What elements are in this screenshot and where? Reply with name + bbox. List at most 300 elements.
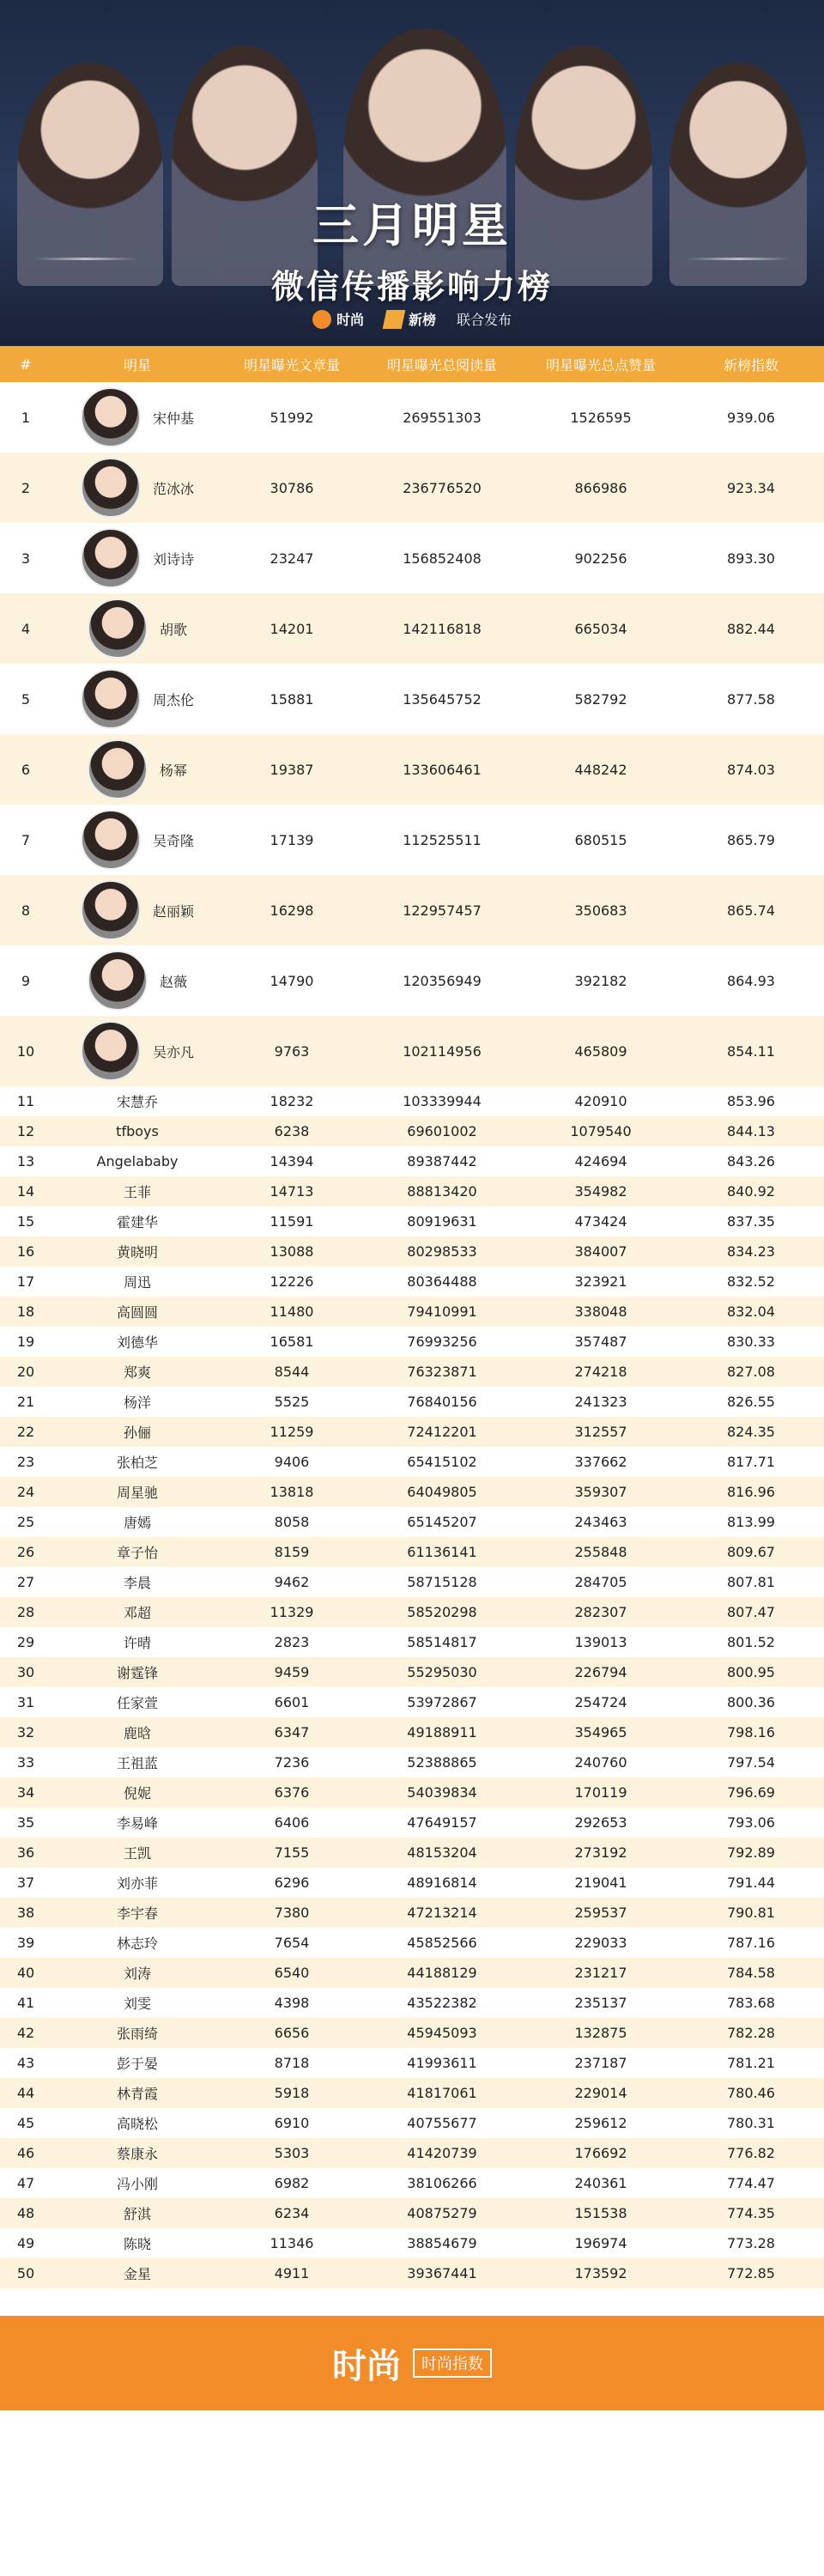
cell-index: 783.68 [678, 1988, 824, 2018]
table-row [0, 1807, 824, 1838]
cell-articles: 8159 [223, 1537, 360, 1567]
cell-rank: 5 [0, 664, 52, 734]
cell-reads: 48916814 [360, 1868, 524, 1898]
cell-reads: 112525511 [360, 805, 524, 875]
cell-name: 林志玲 [52, 1928, 223, 1958]
cell-name: 刘涛 [52, 1958, 223, 1988]
cell-reads: 103339944 [360, 1086, 524, 1116]
table-row [0, 1267, 824, 1297]
cell-name: 许晴 [52, 1627, 223, 1657]
cell-name: 蔡康永 [52, 2138, 223, 2168]
header-likes: 明星曝光总点赞量 [524, 346, 678, 382]
cell-articles: 17139 [223, 805, 360, 875]
cell-rank: 32 [0, 1717, 52, 1747]
cell-name: 张柏芝 [52, 1447, 223, 1477]
table-row [0, 1657, 824, 1687]
table-row [0, 453, 824, 523]
table-row [0, 805, 824, 875]
cell-rank: 31 [0, 1687, 52, 1717]
cell-rank: 22 [0, 1417, 52, 1447]
cell-rank: 15 [0, 1206, 52, 1236]
cell-reads: 47649157 [360, 1807, 524, 1838]
title-sub: 微信传播影响力榜 [270, 270, 553, 306]
cell-articles: 7654 [223, 1928, 360, 1958]
brand-bar [0, 309, 824, 329]
cell-likes: 240760 [524, 1747, 678, 1777]
cell-name: 金星 [52, 2258, 223, 2288]
cell-articles: 18232 [223, 1086, 360, 1116]
cell-index: 865.79 [678, 805, 824, 875]
ranking-table [0, 346, 824, 2288]
cell-name: 王祖蓝 [52, 1747, 223, 1777]
cell-index: 874.03 [678, 734, 824, 805]
cell-name: 王菲 [52, 1176, 223, 1206]
cell-reads: 133606461 [360, 734, 524, 805]
cell-index: 801.52 [678, 1627, 824, 1657]
cell-name: 倪妮 [52, 1777, 223, 1807]
cell-index: 813.99 [678, 1507, 824, 1537]
cell-index: 832.52 [678, 1267, 824, 1297]
table-row [0, 1597, 824, 1627]
table-row [0, 1777, 824, 1807]
cell-index: 796.69 [678, 1777, 824, 1807]
cell-reads: 41817061 [360, 2078, 524, 2108]
cell-name: 赵丽颖 [52, 875, 223, 945]
cell-name: 杨洋 [52, 1387, 223, 1417]
cell-index: 776.82 [678, 2138, 824, 2168]
cell-index: 843.26 [678, 1146, 824, 1176]
cell-index: 782.28 [678, 2018, 824, 2048]
cell-rank: 12 [0, 1116, 52, 1146]
cell-name: 周迅 [52, 1267, 223, 1297]
table-row [0, 2078, 824, 2108]
cell-name: 宋慧乔 [52, 1086, 223, 1116]
cell-reads: 54039834 [360, 1777, 524, 1807]
cell-index: 893.30 [678, 523, 824, 593]
cell-index: 827.08 [678, 1357, 824, 1387]
cell-likes: 219041 [524, 1868, 678, 1898]
cell-articles: 6601 [223, 1687, 360, 1717]
cell-rank: 1 [0, 382, 52, 453]
cell-articles: 13088 [223, 1236, 360, 1267]
cell-likes: 226794 [524, 1657, 678, 1687]
cell-likes: 680515 [524, 805, 678, 875]
cell-rank: 14 [0, 1176, 52, 1206]
cell-name: 黄晓明 [52, 1236, 223, 1267]
cell-reads: 89387442 [360, 1146, 524, 1176]
cell-index: 800.36 [678, 1687, 824, 1717]
cell-likes: 448242 [524, 734, 678, 805]
table-row [0, 1477, 824, 1507]
cell-rank: 18 [0, 1297, 52, 1327]
cell-name: 高圆圆 [52, 1297, 223, 1327]
cell-index: 800.95 [678, 1657, 824, 1687]
cell-index: 865.74 [678, 875, 824, 945]
cell-articles: 6656 [223, 2018, 360, 2048]
table-row [0, 664, 824, 734]
cell-index: 840.92 [678, 1176, 824, 1206]
avatar [81, 458, 141, 518]
cell-rank: 4 [0, 593, 52, 664]
cell-reads: 102114956 [360, 1016, 524, 1086]
table-row [0, 2048, 824, 2078]
cell-rank: 49 [0, 2228, 52, 2258]
table-row [0, 1016, 824, 1086]
cell-rank: 9 [0, 945, 52, 1016]
cell-reads: 79410991 [360, 1297, 524, 1327]
cell-index: 793.06 [678, 1807, 824, 1838]
cell-index: 830.33 [678, 1327, 824, 1357]
cell-name: tfboys [52, 1116, 223, 1146]
table-row [0, 2258, 824, 2288]
cell-likes: 231217 [524, 1958, 678, 1988]
cell-likes: 229033 [524, 1928, 678, 1958]
cell-index: 807.81 [678, 1567, 824, 1597]
table-row [0, 1086, 824, 1116]
cell-index: 816.96 [678, 1477, 824, 1507]
table-row [0, 1176, 824, 1206]
cell-index: 832.04 [678, 1297, 824, 1327]
table-row [0, 1507, 824, 1537]
header-articles: 明星曝光文章量 [223, 346, 360, 382]
avatar [81, 669, 141, 729]
cell-articles: 7380 [223, 1898, 360, 1928]
cell-likes: 582792 [524, 664, 678, 734]
cell-reads: 269551303 [360, 382, 524, 453]
cell-name: 杨幂 [52, 734, 223, 805]
footer-brand: 时尚 [332, 2347, 401, 2385]
cell-index: 877.58 [678, 664, 824, 734]
cell-likes: 465809 [524, 1016, 678, 1086]
cell-rank: 10 [0, 1016, 52, 1086]
cell-reads: 135645752 [360, 664, 524, 734]
cell-name: 冯小刚 [52, 2168, 223, 2198]
cell-name: 宋仲基 [52, 382, 223, 453]
cell-articles: 11259 [223, 1417, 360, 1447]
cell-likes: 338048 [524, 1297, 678, 1327]
cell-rank: 37 [0, 1868, 52, 1898]
cell-reads: 38854679 [360, 2228, 524, 2258]
cell-rank: 41 [0, 1988, 52, 2018]
cell-likes: 173592 [524, 2258, 678, 2288]
header-banner [0, 0, 824, 346]
cell-likes: 665034 [524, 593, 678, 664]
header-rank: # [0, 346, 52, 382]
cell-rank: 50 [0, 2258, 52, 2288]
cell-name: 舒淇 [52, 2198, 223, 2228]
cell-reads: 45852566 [360, 1928, 524, 1958]
cell-reads: 76323871 [360, 1357, 524, 1387]
table-row [0, 1297, 824, 1327]
table-row [0, 382, 824, 453]
cell-name: 周杰伦 [52, 664, 223, 734]
cell-name: 吴奇隆 [52, 805, 223, 875]
cell-likes: 196974 [524, 2228, 678, 2258]
cell-index: 791.44 [678, 1868, 824, 1898]
table-row [0, 1417, 824, 1447]
cell-likes: 312557 [524, 1417, 678, 1447]
table-row [0, 1206, 824, 1236]
cell-index: 939.06 [678, 382, 824, 453]
cell-articles: 15881 [223, 664, 360, 734]
cell-reads: 80919631 [360, 1206, 524, 1236]
table-row [0, 2138, 824, 2168]
cell-name: 赵薇 [52, 945, 223, 1016]
cell-index: 784.58 [678, 1958, 824, 1988]
cell-likes: 243463 [524, 1507, 678, 1537]
cell-rank: 47 [0, 2168, 52, 2198]
cell-index: 773.28 [678, 2228, 824, 2258]
cell-name: 章子怡 [52, 1537, 223, 1567]
table-row [0, 1928, 824, 1958]
table-row [0, 1958, 824, 1988]
table-row [0, 1747, 824, 1777]
cell-likes: 359307 [524, 1477, 678, 1507]
xinbang-logo-icon [383, 310, 406, 329]
table-header-row [0, 346, 824, 382]
cell-index: 853.96 [678, 1086, 824, 1116]
cell-likes: 259612 [524, 2108, 678, 2138]
cell-likes: 337662 [524, 1447, 678, 1477]
cell-likes: 241323 [524, 1387, 678, 1417]
table-row [0, 1838, 824, 1868]
cell-index: 790.81 [678, 1898, 824, 1928]
cell-articles: 9459 [223, 1657, 360, 1687]
cell-index: 781.21 [678, 2048, 824, 2078]
cell-name: 彭于晏 [52, 2048, 223, 2078]
cell-reads: 65415102 [360, 1447, 524, 1477]
cell-reads: 55295030 [360, 1657, 524, 1687]
cell-index: 772.85 [678, 2258, 824, 2288]
cell-rank: 21 [0, 1387, 52, 1417]
table-row [0, 1236, 824, 1267]
cell-name: 高晓松 [52, 2108, 223, 2138]
header-name: 明星 [52, 346, 223, 382]
cell-reads: 236776520 [360, 453, 524, 523]
cell-articles: 11480 [223, 1297, 360, 1327]
cell-likes: 392182 [524, 945, 678, 1016]
cell-index: 882.44 [678, 593, 824, 664]
cell-name: 刘亦菲 [52, 1868, 223, 1898]
avatar [81, 387, 141, 447]
table-row [0, 1146, 824, 1176]
cell-index: 817.71 [678, 1447, 824, 1477]
cell-likes: 254724 [524, 1687, 678, 1717]
cell-reads: 47213214 [360, 1898, 524, 1928]
cell-reads: 45945093 [360, 2018, 524, 2048]
table-row [0, 734, 824, 805]
cell-likes: 274218 [524, 1357, 678, 1387]
cell-articles: 8058 [223, 1507, 360, 1537]
table-row [0, 1537, 824, 1567]
cell-articles: 6296 [223, 1868, 360, 1898]
cell-likes: 350683 [524, 875, 678, 945]
cell-reads: 41993611 [360, 2048, 524, 2078]
cell-reads: 41420739 [360, 2138, 524, 2168]
cell-articles: 12226 [223, 1267, 360, 1297]
cell-rank: 26 [0, 1537, 52, 1567]
cell-likes: 1079540 [524, 1116, 678, 1146]
cell-name: 陈晓 [52, 2228, 223, 2258]
cell-likes: 176692 [524, 2138, 678, 2168]
cell-reads: 43522382 [360, 1988, 524, 2018]
cell-rank: 33 [0, 1747, 52, 1777]
table-row [0, 2198, 824, 2228]
cell-name: Angelababy [52, 1146, 223, 1176]
cell-articles: 9763 [223, 1016, 360, 1086]
cell-reads: 58715128 [360, 1567, 524, 1597]
cell-articles: 6347 [223, 1717, 360, 1747]
cell-reads: 53972867 [360, 1687, 524, 1717]
avatar [81, 528, 141, 588]
cell-name: 谢霆锋 [52, 1657, 223, 1687]
cell-index: 787.16 [678, 1928, 824, 1958]
cell-articles: 6234 [223, 2198, 360, 2228]
cell-articles: 6376 [223, 1777, 360, 1807]
cell-name: 周星驰 [52, 1477, 223, 1507]
cell-likes: 866986 [524, 453, 678, 523]
cell-rank: 45 [0, 2108, 52, 2138]
cell-reads: 49188911 [360, 1717, 524, 1747]
cell-reads: 48153204 [360, 1838, 524, 1868]
table-row [0, 1627, 824, 1657]
table-row [0, 1357, 824, 1387]
footer-bar [0, 2316, 824, 2410]
cell-name: 任家萱 [52, 1687, 223, 1717]
cell-reads: 80364488 [360, 1267, 524, 1297]
cell-rank: 19 [0, 1327, 52, 1357]
cell-rank: 35 [0, 1807, 52, 1838]
cell-articles: 5525 [223, 1387, 360, 1417]
cell-reads: 64049805 [360, 1477, 524, 1507]
cell-articles: 8544 [223, 1357, 360, 1387]
table-row [0, 1988, 824, 2018]
cell-articles: 6982 [223, 2168, 360, 2198]
cell-likes: 384007 [524, 1236, 678, 1267]
cell-likes: 420910 [524, 1086, 678, 1116]
table-row [0, 1447, 824, 1477]
cell-index: 792.89 [678, 1838, 824, 1868]
cell-name: 张雨绮 [52, 2018, 223, 2048]
cell-rank: 40 [0, 1958, 52, 1988]
cell-articles: 11346 [223, 2228, 360, 2258]
cell-likes: 170119 [524, 1777, 678, 1807]
cell-articles: 7155 [223, 1838, 360, 1868]
cell-likes: 323921 [524, 1267, 678, 1297]
cell-articles: 14394 [223, 1146, 360, 1176]
cell-index: 798.16 [678, 1717, 824, 1747]
cell-rank: 13 [0, 1146, 52, 1176]
cell-rank: 2 [0, 453, 52, 523]
cell-articles: 9462 [223, 1567, 360, 1597]
cell-articles: 6910 [223, 2108, 360, 2138]
cell-rank: 20 [0, 1357, 52, 1387]
header-index: 新榜指数 [678, 346, 824, 382]
cell-articles: 2823 [223, 1627, 360, 1657]
cell-index: 774.35 [678, 2198, 824, 2228]
table-row [0, 523, 824, 593]
cell-rank: 29 [0, 1627, 52, 1657]
cell-likes: 357487 [524, 1327, 678, 1357]
cell-index: 826.55 [678, 1387, 824, 1417]
cell-name: 胡歌 [52, 593, 223, 664]
cell-articles: 5918 [223, 2078, 360, 2108]
cell-reads: 72412201 [360, 1417, 524, 1447]
header-reads: 明星曝光总阅读量 [360, 346, 524, 382]
cell-reads: 80298533 [360, 1236, 524, 1267]
cell-name: 刘德华 [52, 1327, 223, 1357]
cell-rank: 3 [0, 523, 52, 593]
table-row [0, 1116, 824, 1146]
cell-rank: 42 [0, 2018, 52, 2048]
avatar [88, 739, 148, 799]
cell-index: 837.35 [678, 1206, 824, 1236]
cell-likes: 151538 [524, 2198, 678, 2228]
cell-likes: 354982 [524, 1176, 678, 1206]
cell-articles: 14201 [223, 593, 360, 664]
cell-index: 844.13 [678, 1116, 824, 1146]
cell-reads: 39367441 [360, 2258, 524, 2288]
table-row [0, 2108, 824, 2138]
cell-index: 824.35 [678, 1417, 824, 1447]
cell-reads: 120356949 [360, 945, 524, 1016]
cell-reads: 65145207 [360, 1507, 524, 1537]
cell-reads: 61136141 [360, 1537, 524, 1567]
cell-name: 唐嫣 [52, 1507, 223, 1537]
title-main: 三月明星 [312, 200, 512, 252]
cell-likes: 473424 [524, 1206, 678, 1236]
cell-rank: 30 [0, 1657, 52, 1687]
cell-rank: 44 [0, 2078, 52, 2108]
cell-rank: 39 [0, 1928, 52, 1958]
table-row [0, 2228, 824, 2258]
cell-rank: 24 [0, 1477, 52, 1507]
avatar [88, 951, 148, 1011]
cell-name: 范冰冰 [52, 453, 223, 523]
cell-likes: 229014 [524, 2078, 678, 2108]
table-row [0, 945, 824, 1016]
brand-xinbang: 新榜 [385, 309, 436, 329]
cell-name: 刘雯 [52, 1988, 223, 2018]
cell-rank: 16 [0, 1236, 52, 1267]
cell-index: 780.31 [678, 2108, 824, 2138]
cell-articles: 23247 [223, 523, 360, 593]
cell-name: 霍建华 [52, 1206, 223, 1236]
avatar [81, 810, 141, 870]
cell-rank: 34 [0, 1777, 52, 1807]
joint-release-text: 联合发布 [457, 312, 512, 328]
cell-name: 刘诗诗 [52, 523, 223, 593]
cell-reads: 58520298 [360, 1597, 524, 1627]
cell-articles: 8718 [223, 2048, 360, 2078]
avatar [81, 1021, 141, 1081]
cell-articles: 9406 [223, 1447, 360, 1477]
cell-index: 834.23 [678, 1236, 824, 1267]
cell-name: 鹿晗 [52, 1717, 223, 1747]
table-row [0, 1567, 824, 1597]
cell-reads: 58514817 [360, 1627, 524, 1657]
cell-likes: 255848 [524, 1537, 678, 1567]
cell-index: 923.34 [678, 453, 824, 523]
cell-articles: 19387 [223, 734, 360, 805]
cell-name: 王凯 [52, 1838, 223, 1868]
cell-index: 780.46 [678, 2078, 824, 2108]
cell-name: 林青霞 [52, 2078, 223, 2108]
cell-name: 邓超 [52, 1597, 223, 1627]
cell-articles: 5303 [223, 2138, 360, 2168]
cell-reads: 76993256 [360, 1327, 524, 1357]
cell-name: 郑爽 [52, 1357, 223, 1387]
